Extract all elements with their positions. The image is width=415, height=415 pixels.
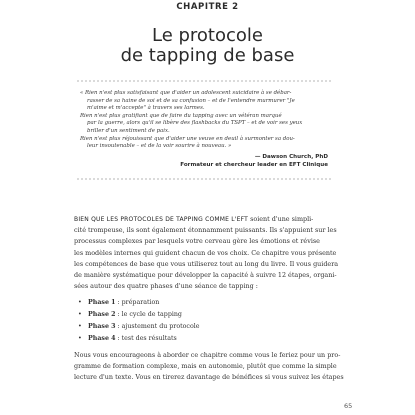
- phase-label: Phase 3: [88, 323, 116, 331]
- phase-text: : ajustement du protocole: [115, 323, 200, 331]
- closing-line: gramme de formation complexe, mais en autonomie, plutôt que comme la simple: [74, 361, 337, 370]
- phase-text: : le cycle de tapping: [115, 311, 182, 319]
- intro-line-1: [74, 214, 344, 225]
- bullet-icon: •: [78, 299, 82, 307]
- intro-line: sées autour des quatre phases d'une séance de tapping :: [74, 282, 258, 291]
- epigraph-author-role: Formateur et chercheur leader en EFT Clinique: [180, 162, 328, 169]
- chapter-title: [0, 26, 415, 66]
- intro-line-1-rest: soient d'une simpli-: [248, 215, 314, 223]
- phase-text: : préparation: [115, 299, 160, 307]
- list-item: [74, 309, 344, 321]
- epigraph-line: « Rien n'est plus satisfaisant que d'aider un adolescent suicidaire à se débar-: [80, 90, 292, 96]
- phase-list: [74, 297, 344, 344]
- intro-line: les compétences de base que vous utiliserez tout au long du livre. Il vous guidera: [74, 259, 339, 268]
- intro-line: cité trompeuse, ils sont également étonnamment puissants. Ils s'appuient sur les: [74, 226, 337, 235]
- bullet-icon: •: [78, 323, 82, 331]
- bullet-icon: •: [78, 334, 82, 342]
- phase-text: : test des résultats: [115, 334, 177, 342]
- intro-line: les modèles internes qui guident chacun de vos choix. Ce chapitre vous présente: [74, 248, 337, 257]
- phase-label: Phase 1: [88, 299, 116, 307]
- epigraph-line: Rien n'est plus gratifiant que de faire du tapping avec un vétéran marqué: [80, 112, 282, 119]
- list-item: [74, 297, 344, 309]
- intro-line: processus complexes par lesquels votre cerveau gère les émotions et révise: [74, 237, 320, 246]
- epigraph-block: [76, 80, 332, 180]
- list-item: [74, 321, 344, 333]
- chapter-label: CHAPITRE 2: [176, 2, 239, 12]
- epigraph-line: par la guerre, alors qu'il se libère des flashbacks du TSPT – et de voir ses yeux: [87, 120, 303, 127]
- body-text: [74, 214, 344, 383]
- intro-lead-smallcaps: BIEN QUE LES PROTOCOLES DE TAPPING COMME L'EFT: [74, 216, 249, 223]
- epigraph-line: leur insoutenable – et de la voir sourire à nouveau. »: [87, 143, 232, 150]
- epigraph-author: — Dawson Church, PhD: [254, 153, 328, 160]
- page-number: 65: [344, 402, 353, 410]
- epigraph-line: m'aime et m'accepte" à travers ses larmes.: [87, 105, 205, 112]
- epigraph-line: rasser de sa haine de soi et de sa confusion – et de l'entendre murmurer "Je: [87, 97, 295, 104]
- bullet-icon: •: [78, 311, 82, 319]
- closing-line: lecture d'un texte. Vous en tirerez davantage de bénéfices si vous suivez les étapes: [74, 373, 344, 382]
- phase-label: Phase 4: [88, 334, 116, 342]
- epigraph-top-dotted-rule: [76, 80, 332, 82]
- intro-line: de manière systématique pour développer la capacité à suivre 12 étapes, organi-: [74, 271, 337, 280]
- phase-label: Phase 2: [88, 311, 116, 319]
- closing-line: Nous vous encourageons à aborder ce chapitre comme vous le feriez pour un pro-: [74, 350, 341, 359]
- epigraph-line: Rien n'est plus réjouissant que d'aider une veuve en deuil à surmonter sa dou-: [80, 135, 295, 142]
- chapter-title-line-2: de tapping de base: [120, 45, 295, 66]
- list-item: [74, 333, 344, 345]
- epigraph-attribution: [80, 153, 328, 170]
- epigraph-bottom-dotted-rule: [76, 178, 332, 180]
- epigraph-line: briller d'un sentiment de paix.: [87, 127, 170, 134]
- chapter-title-line-1: Le protocole: [151, 25, 263, 46]
